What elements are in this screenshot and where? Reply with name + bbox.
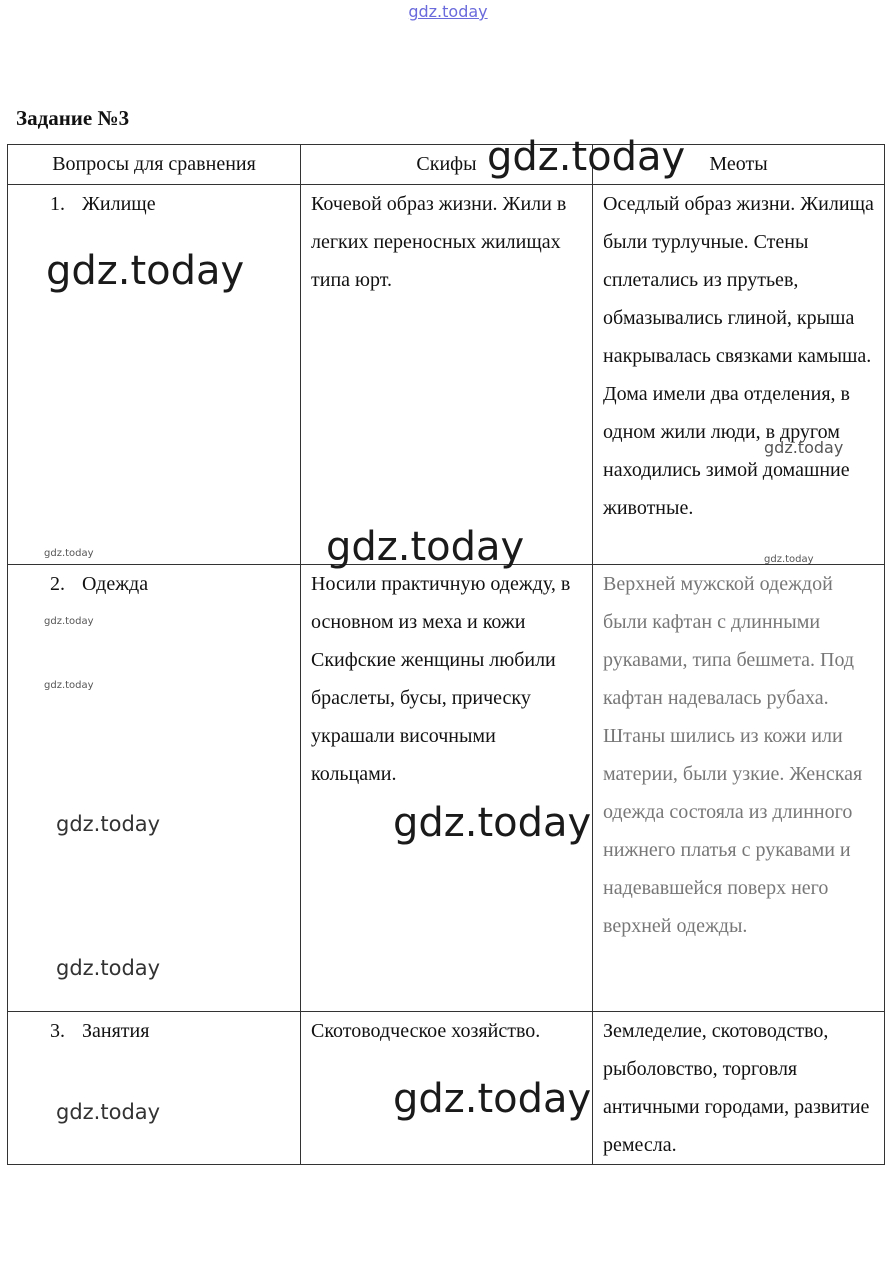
table-header-row: [8, 145, 885, 185]
scythians-cell: Скотоводческое хозяйство.: [301, 1012, 593, 1165]
meots-cell: Земледелие, скотоводство, рыболовство, торговля античными городами, развитие ремесла.: [593, 1012, 885, 1165]
meots-cell: Оседлый образ жизни. Жилища были турлучные. Стены сплетались из прутьев, обмазывались глиной, крыша накрывалась связками камыша. Дома имели два отделения, в одном жили люди, в другом находились зимой домашние животные.: [593, 185, 885, 565]
table-row: [8, 565, 885, 1012]
task-title: Задание №3: [16, 106, 130, 130]
watermark: gdz.today: [326, 524, 525, 570]
header-questions: Вопросы для сравнения: [8, 145, 301, 185]
scythians-cell: Кочевой образ жизни. Жили в легких переносных жилищах типа юрт.: [301, 185, 593, 565]
question-cell: [8, 1012, 301, 1165]
question-cell: [8, 185, 301, 565]
row-number: 2.: [50, 573, 65, 595]
comparison-table: [7, 144, 885, 1165]
row-number: 3.: [50, 1020, 65, 1042]
watermark: gdz.today: [46, 248, 245, 294]
scythians-cell: Носили практичную одежду, в основном из меха и кожи Скифские женщины любили браслеты, бусы, прическу украшали височными кольцами.: [301, 565, 593, 1012]
header-meots: Меоты: [593, 145, 885, 185]
watermark: gdz.today: [44, 616, 94, 627]
watermark: gdz.today: [56, 812, 161, 836]
watermark: gdz.today: [764, 438, 844, 457]
watermark: gdz.today: [44, 680, 94, 691]
question-label: Занятия: [82, 1020, 150, 1042]
table-row: [8, 1012, 885, 1165]
table-row: [8, 185, 885, 565]
watermark: gdz.today: [487, 134, 686, 180]
question-label: Жилище: [82, 193, 156, 215]
watermark: gdz.today: [56, 956, 161, 980]
question-cell: [8, 565, 301, 1012]
site-watermark-link[interactable]: gdz.today: [408, 2, 488, 21]
question-label: Одежда: [82, 573, 149, 595]
meots-cell: Верхней мужской одеждой были кафтан с длинными рукавами, типа бешмета. Под кафтан надевалась рубаха. Штаны шились из кожи или материи, были узкие. Женская одежда состояла из длинного нижнего платья с рукавами и надевавшейся поверх него верхней одежды.: [593, 565, 885, 1012]
header-scythians: Скифы: [301, 145, 593, 185]
watermark: gdz.today: [393, 800, 592, 846]
watermark: gdz.today: [44, 548, 94, 559]
watermark: gdz.today: [764, 554, 814, 565]
watermark: gdz.today: [393, 1076, 592, 1122]
watermark: gdz.today: [56, 1100, 161, 1124]
row-number: 1.: [50, 193, 65, 215]
